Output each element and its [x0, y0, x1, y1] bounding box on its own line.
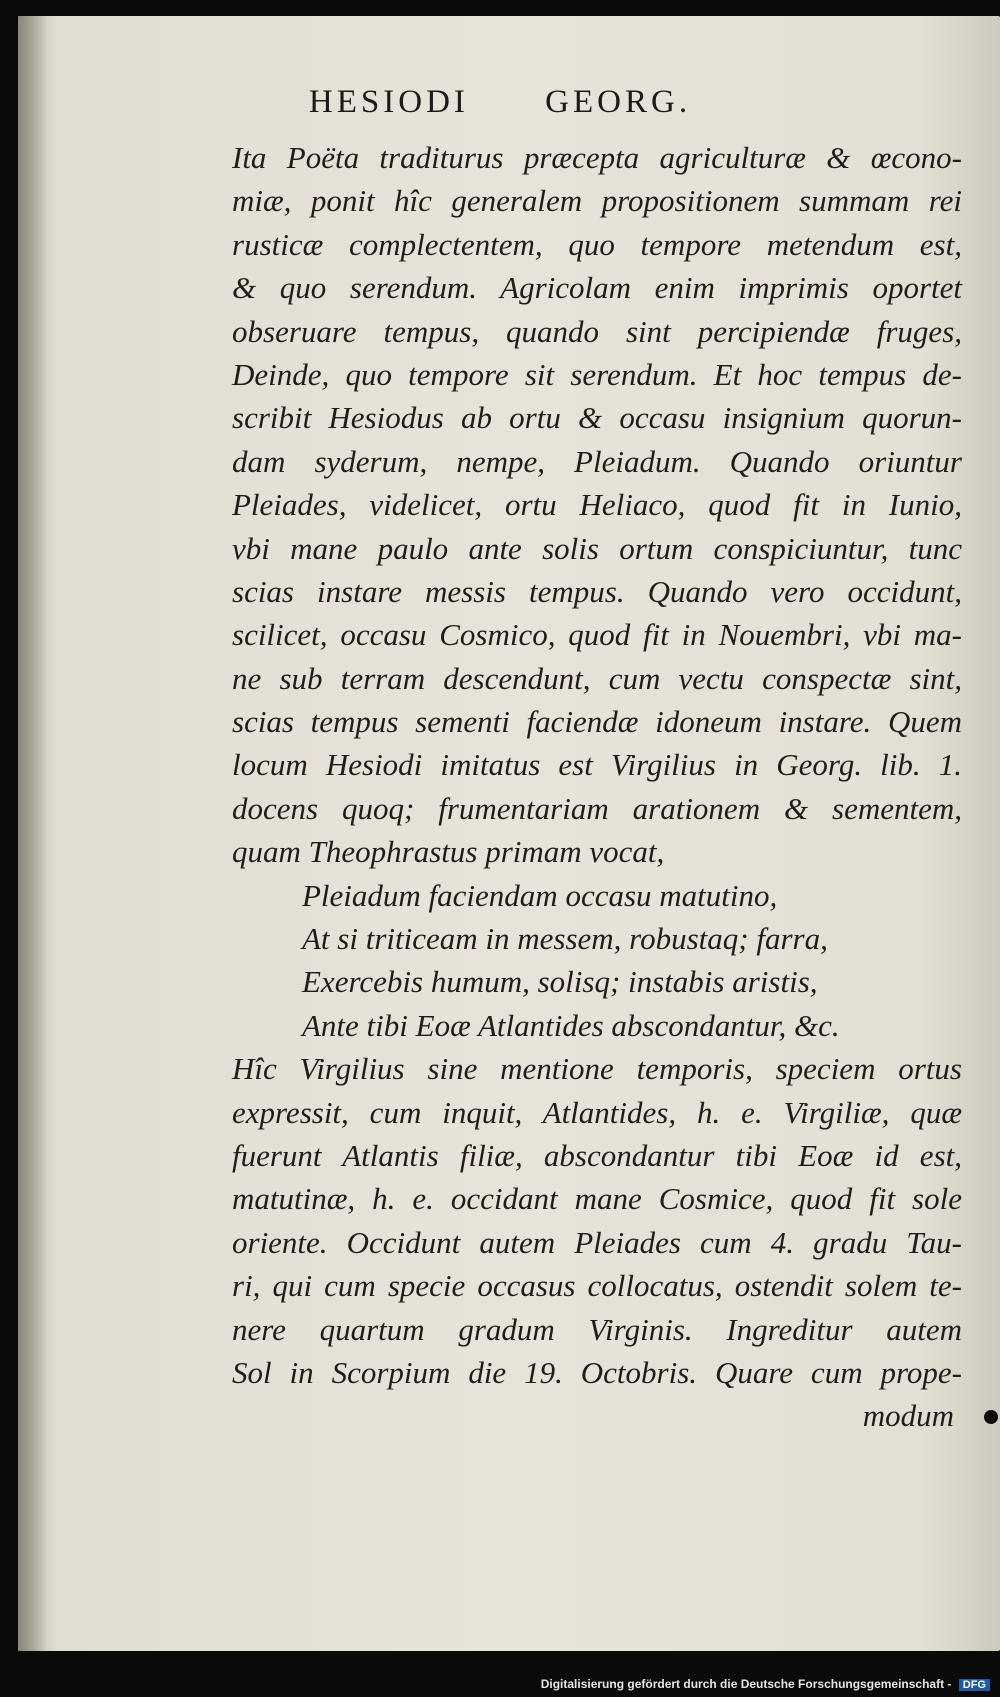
text-line: Pleiades, videlicet, ortu Heliaco, quod fit in Iunio, [232, 487, 962, 523]
text-line: matutinæ, h. e. occidant mane Cosmice, quod fit sole [232, 1181, 962, 1217]
verse-line: Pleiadum faciendam occasu matutino, [302, 877, 778, 913]
text-line: nere quartum gradum Virginis. Ingreditur autem [232, 1311, 962, 1347]
text-line: quam Theophrastus primam vocat, [232, 834, 665, 870]
running-head-left: HESIODI [308, 84, 469, 120]
page-edge-dot [984, 1410, 998, 1424]
running-head-right: GEORG. [545, 84, 692, 120]
text-line: expressit, cum inquit, Atlantides, h. e. Virgiliæ, quæ [232, 1094, 962, 1130]
text-line: dam syderum, nempe, Pleiadum. Quando oriuntur [232, 443, 962, 479]
text-line: vbi mane paulo ante solis ortum conspiciuntur, tunc [232, 530, 962, 566]
text-line: oriente. Occidunt autem Pleiades cum 4. gradu Tau- [232, 1224, 962, 1260]
text-line: scias instare messis tempus. Quando vero occidunt, [232, 573, 962, 609]
text-line: Hîc Virgilius sine mentione temporis, speciem ortus [232, 1051, 962, 1087]
text-line: docens quoq; frumentariam arationem & sementem, [232, 790, 962, 826]
text-line: scribit Hesiodus ab ortu & occasu insignium quorun- [232, 400, 962, 436]
text-line: Sol in Scorpium die 19. Octobris. Quare cum prope- [232, 1354, 962, 1390]
catchword: modum [862, 1398, 954, 1434]
verse-line: Exercebis humum, solisq; instabis aristis, [302, 964, 818, 1000]
page-gutter-shadow [18, 16, 48, 1651]
text-line: miæ, ponit hîc generalem propositionem summam rei [232, 183, 962, 219]
running-head [0, 84, 1000, 121]
text-line: Deinde, quo tempore sit serendum. Et hoc tempus de- [232, 356, 962, 392]
text-line: scias tempus sementi faciendæ idoneum instare. Quem [232, 704, 962, 740]
dfg-logo: DFG [959, 1679, 990, 1691]
text-line: Ita Poëta traditurus præcepta agriculturæ & œcono- [232, 140, 962, 175]
text-line: ri, qui cum specie occasus collocatus, ostendit solem te- [232, 1268, 962, 1304]
text-line: ne sub terram descendunt, cum vectu conspectæ sint, [232, 660, 962, 696]
body-text [232, 136, 962, 1438]
verse-line: At si triticeam in messem, robustaq; farra, [302, 921, 828, 957]
footer-text: Digitalisierung gefördert durch die Deutsche Forschungsgemeinschaft - [540, 1677, 952, 1691]
text-line: scilicet, occasu Cosmico, quod fit in Nouembri, vbi ma- [232, 617, 962, 653]
text-line: rusticæ complectentem, quo tempore metendum est, [232, 226, 962, 262]
text-line: locum Hesiodi imitatus est Virgilius in Georg. lib. 1. [232, 747, 962, 783]
text-line: fuerunt Atlantis filiæ, abscondantur tibi Eoæ id est, [232, 1137, 962, 1173]
verse-line: Ante tibi Eoæ Atlantides abscondantur, &c. [302, 1007, 840, 1043]
text-line: & quo serendum. Agricolam enim imprimis oportet [232, 270, 962, 306]
text-line: obseruare tempus, quando sint percipiendæ fruges, [232, 313, 962, 349]
digitization-footer [541, 1677, 990, 1691]
